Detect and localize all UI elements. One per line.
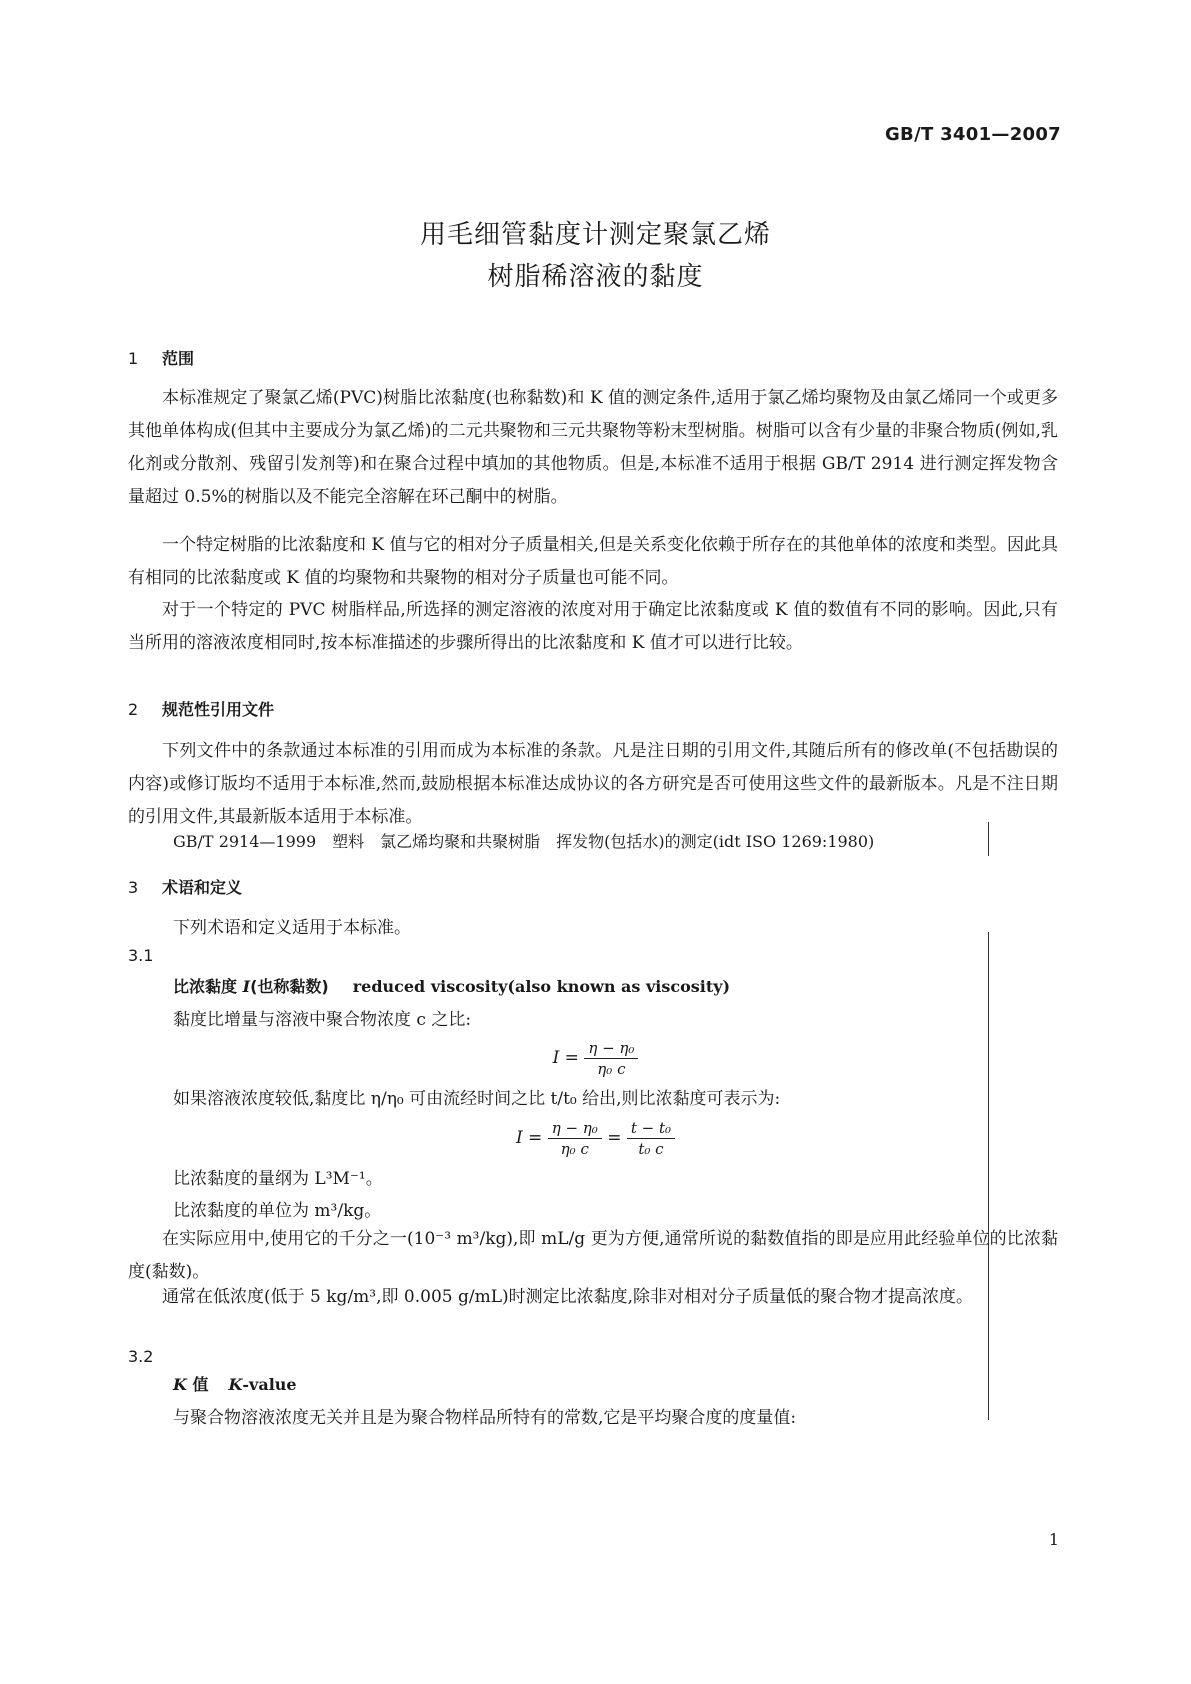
denominator: t₀ c xyxy=(638,1140,664,1158)
section-1-paragraph-3: 对于一个特定的 PVC 树脂样品,所选择的测定溶液的浓度对用于确定比浓黏度或 K 值的数值有不同的影响。因此,只有当所用的溶液浓度相同时,按本标准描述的步骤所得出的比浓黏度和 K 值才可以进行比较。 xyxy=(128,600,1058,653)
section-number: 3 xyxy=(128,878,139,897)
formula-2 xyxy=(0,1118,1191,1159)
change-bar xyxy=(988,932,989,1420)
section-number: 2 xyxy=(128,700,139,719)
concentration-paragraph: 通常在低浓度(低于 5 kg/m³,即 0.005 g/mL)时测定比浓黏度,除非对相对分子质量低的聚合物才提高浓度。 xyxy=(162,1287,974,1307)
term-3-1 xyxy=(173,974,730,997)
numerator: t − t₀ xyxy=(627,1118,675,1139)
denominator: η₀ c xyxy=(597,1060,626,1078)
term-chinese: 值 xyxy=(186,1375,209,1394)
section-title: 范围 xyxy=(162,349,195,368)
section-3-heading xyxy=(128,875,242,898)
section-1-heading xyxy=(128,346,194,369)
term-3-2-definition: 与聚合物溶液浓度无关并且是为聚合物样品所特有的常数,它是平均聚合度的度量值: xyxy=(173,1408,797,1428)
term-chinese: 比浓黏度 xyxy=(173,977,243,996)
formula-2-equals: = xyxy=(607,1128,622,1148)
normative-reference: GB/T 2914—1999 塑料 氯乙烯均聚和共聚树脂 挥发物(包括水)的测定(idt ISO 1269:1980) xyxy=(173,832,875,851)
standard-code: GB/T 3401—2007 xyxy=(884,124,1061,145)
term-symbol: I xyxy=(242,977,251,996)
formula-2-lhs: I = xyxy=(515,1128,543,1148)
formula-1-fraction xyxy=(584,1038,638,1079)
formula-2-fraction-1 xyxy=(548,1118,602,1159)
section-2-paragraph: 下列文件中的条款通过本标准的引用而成为本标准的条款。凡是注日期的引用文件,其随后所有的修改单(不包括勘误的内容)或修订版均不适用于本标准,然而,鼓励根据本标准达成协议的各方研究是否可使用这些文件的最新版本。凡是不注日期的引用文件,其最新版本适用于本标准。 xyxy=(128,741,1058,827)
numerator: η − η₀ xyxy=(548,1118,602,1139)
term-3-1-note: 如果溶液浓度较低,黏度比 η/η₀ 可由流经时间之比 t/t₀ 给出,则比浓黏度可表示为: xyxy=(173,1089,781,1109)
page-number: 1 xyxy=(1048,1530,1059,1549)
clause-3-2-number: 3.2 xyxy=(128,1347,154,1366)
clause-3-1-number: 3.1 xyxy=(128,946,154,965)
numerator: η − η₀ xyxy=(584,1038,638,1059)
section-1-paragraph-2: 一个特定树脂的比浓黏度和 K 值与它的相对分子质量相关,但是关系变化依赖于所存在的其他单体的浓度和类型。因此具有相同的比浓黏度或 K 值的均聚物和共聚物的相对分子质量也可能不同。 xyxy=(128,535,1058,588)
term-english: -value xyxy=(242,1375,297,1394)
unit-statement: 比浓黏度的单位为 m³/kg。 xyxy=(173,1201,382,1221)
formula-1-lhs: I = xyxy=(552,1048,579,1068)
section-number: 1 xyxy=(128,349,139,368)
practice-paragraph: 在实际应用中,使用它的千分之一(10⁻³ m³/kg),即 mL/g 更为方便,通常所说的黏数值指的即是应用此经验单位的比浓黏度(黏数)。 xyxy=(128,1229,1058,1282)
section-2-heading xyxy=(128,697,274,720)
term-3-1-definition: 黏度比增量与溶液中聚合物浓度 c 之比: xyxy=(173,1010,472,1030)
section-title: 规范性引用文件 xyxy=(162,700,275,719)
doc-title-line1: 用毛细管黏度计测定聚氯乙烯 xyxy=(419,220,771,250)
term-chinese-alt: (也称黏数) xyxy=(250,977,329,996)
term-english: reduced viscosity(also known as viscosity) xyxy=(352,977,731,996)
doc-title-line2: 树脂稀溶液的黏度 xyxy=(487,262,704,292)
term-english-symbol: K xyxy=(228,1375,243,1394)
section-1-paragraph-1: 本标准规定了聚氯乙烯(PVC)树脂比浓黏度(也称黏数)和 K 值的测定条件,适用于氯乙烯均聚物及由氯乙烯同一个或更多其他单体构成(但其中主要成分为氯乙烯)的二元共聚物和三元共聚物等粉末型树脂。树脂可以含有少量的非聚合物质(例如,乳化剂或分散剂、残留引发剂等)和在聚合过程中填加的其他物质。但是,本标准不适用于根据 GB/T 2914 进行测定挥发物含量超过 0.5%的树脂以及不能完全溶解在环己酮中的树脂。 xyxy=(128,388,1058,507)
term-symbol: K xyxy=(173,1375,187,1394)
section-3-intro: 下列术语和定义适用于本标准。 xyxy=(173,918,411,938)
term-3-2 xyxy=(173,1372,297,1395)
dimension-statement: 比浓黏度的量纲为 L³M⁻¹。 xyxy=(173,1169,383,1189)
change-bar xyxy=(988,822,989,856)
section-title: 术语和定义 xyxy=(162,878,243,897)
denominator: η₀ c xyxy=(560,1140,589,1158)
formula-2-fraction-2 xyxy=(627,1118,675,1159)
formula-1 xyxy=(0,1038,1191,1079)
